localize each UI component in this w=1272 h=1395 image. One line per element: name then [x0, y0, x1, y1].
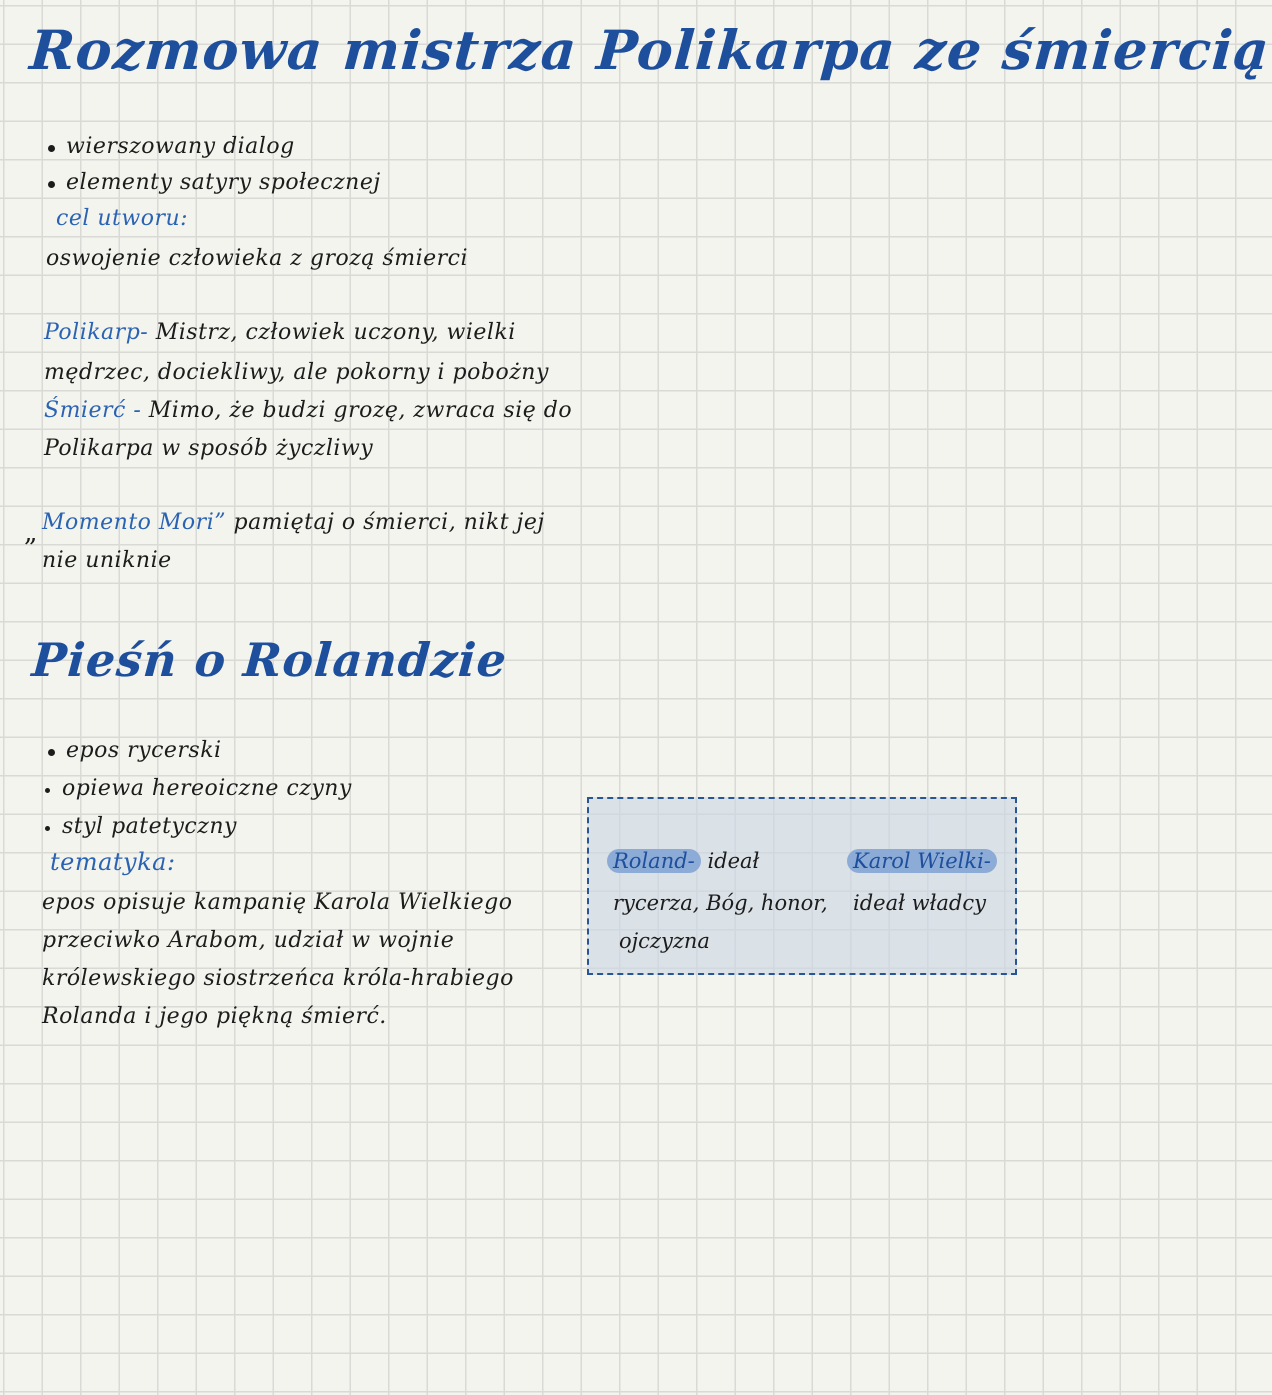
page-title: Rozmowa mistrza Polikarpa ze śmiercią	[27, 18, 1272, 82]
roland-line: rycerza, Bóg, honor,	[613, 891, 828, 915]
polikarp-line: mędrzec, dociekliwy, ale pokorny i pobożny	[44, 360, 549, 385]
bullet-item: elementy satyry społecznej	[66, 170, 381, 195]
roland-entry	[607, 849, 759, 873]
smierc-description	[44, 398, 572, 423]
smierc-line: Polikarpa w sposób życzliwy	[44, 436, 374, 461]
section-title: Pieśń o Rolandzie	[30, 633, 509, 687]
memento-label: Momento Mori”	[42, 510, 226, 535]
bullet-item: styl patetyczny	[62, 814, 237, 839]
topic-label: tematyka:	[50, 848, 176, 876]
quote-mark: „	[24, 518, 38, 548]
topic-line: królewskiego siostrzeńca króla-hrabiego	[42, 966, 514, 991]
roland-label: Roland-	[607, 849, 701, 873]
smierc-label: Śmierć -	[44, 398, 142, 423]
memento-line: pamiętaj o śmierci, nikt jej	[233, 510, 545, 535]
memento-line: nie uniknie	[42, 548, 172, 573]
memento-mori	[42, 510, 545, 535]
karol-line: ideał władcy	[853, 891, 986, 915]
smierc-line: Mimo, że budzi grozę, zwraca się do	[148, 398, 573, 423]
roland-line: ideał	[707, 849, 760, 873]
polikarp-label: Polikarp-	[44, 320, 149, 345]
polikarp-description	[44, 320, 516, 345]
topic-line: epos opisuje kampanię Karola Wielkiego	[42, 890, 513, 915]
topic-line: przeciwko Arabom, udział w wojnie	[42, 928, 455, 953]
bullet-item: epos rycerski	[66, 738, 222, 763]
bullet-item: opiewa hereoiczne czyny	[62, 776, 352, 801]
topic-line: Rolanda i jego piękną śmierć.	[42, 1004, 387, 1029]
karol-entry	[847, 849, 997, 873]
polikarp-line: Mistrz, człowiek uczony, wielki	[155, 320, 516, 345]
purpose-label: cel utworu:	[56, 206, 189, 231]
roland-line: ojczyzna	[619, 929, 710, 953]
summary-box	[587, 797, 1017, 975]
purpose-text: oswojenie człowieka z grozą śmierci	[46, 246, 468, 271]
karol-label: Karol Wielki-	[847, 849, 997, 873]
bullet-item: wierszowany dialog	[66, 134, 295, 159]
